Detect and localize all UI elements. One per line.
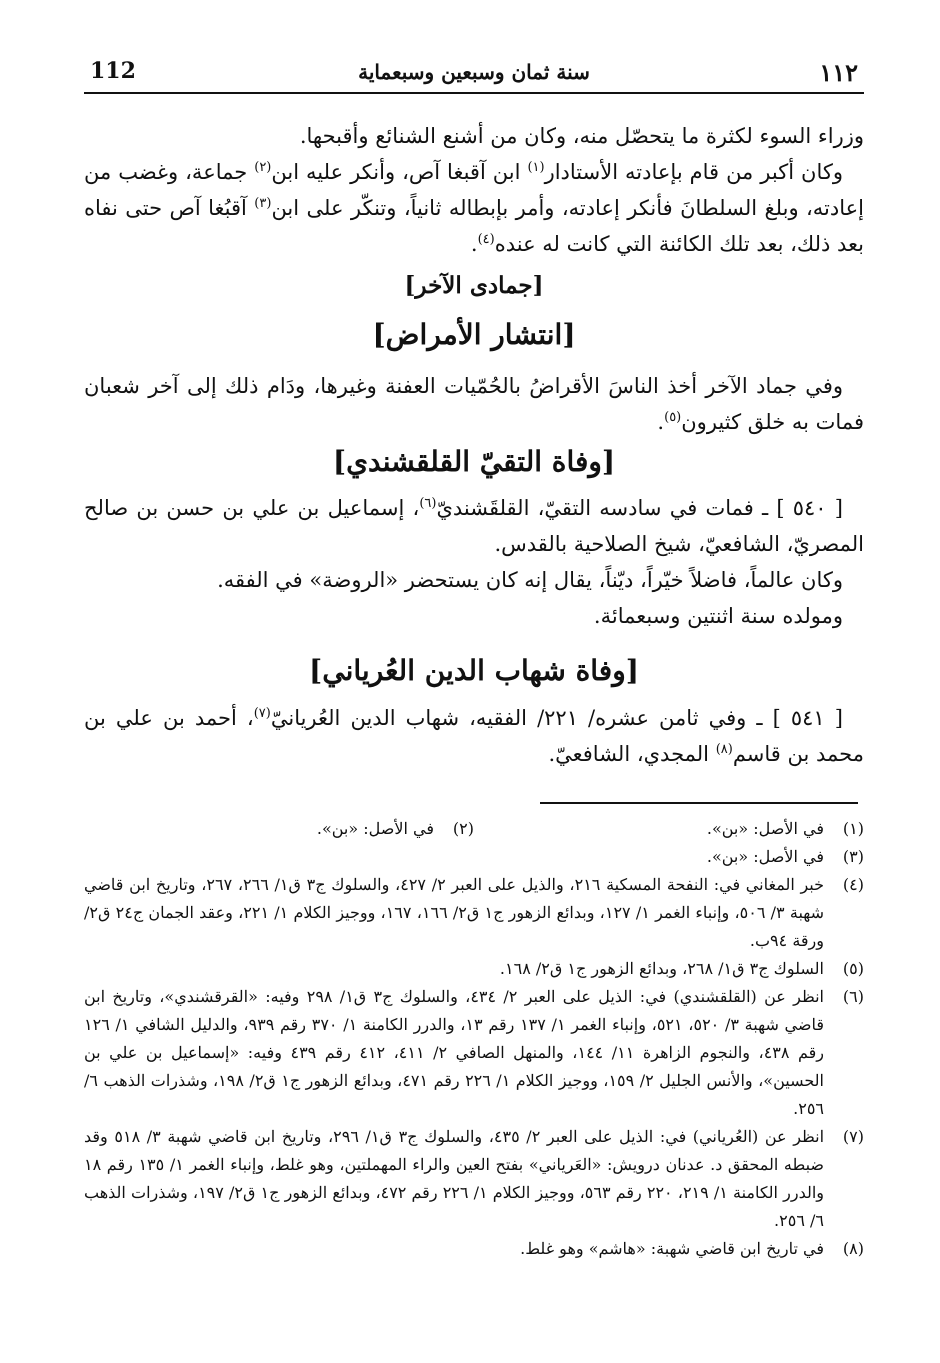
footnote-number: (١) (842, 819, 864, 838)
paragraph (84, 598, 864, 634)
paragraph-text: . (470, 232, 478, 256)
paragraph-text: المجدي، الشافعيّ. (548, 742, 716, 766)
footnote-number: (٦) (842, 987, 864, 1006)
footnote-text: في الأصل: «بن». (316, 819, 434, 838)
paragraph-text: جماعة، وغضب من إعادته، وبلغ السلطانَ فأنكر إعادته، وأمر بإبطاله ثانياً، وتنكّر على ابن (84, 160, 865, 220)
footnote-ref: (١) (527, 160, 545, 175)
footnote-number: (٢) (452, 819, 474, 838)
paragraph (84, 154, 864, 262)
footnote-text: في الأصل: «بن». (706, 819, 824, 838)
footnote-ref: (٥) (664, 410, 682, 425)
paragraph (84, 562, 864, 598)
header-rule (84, 92, 864, 94)
section-heading: [وفاة التقيّ القلقشندي] (332, 445, 616, 478)
footnote (84, 1123, 864, 1235)
paragraph-text: [ ٥٤٠ ] ـ فمات في سادسه التقيّ، القلقَشنديّ (436, 496, 843, 520)
paragraph (84, 490, 864, 562)
body-block-4 (84, 700, 864, 772)
footnote-ref: (٣) (254, 196, 272, 211)
footnote (474, 815, 864, 843)
footnote-ref: (٧) (253, 706, 271, 721)
body-block-3 (84, 490, 864, 634)
footnote (84, 815, 474, 843)
footnote-text: السلوك ج٣ ق١/ ٢٦٨، وبدائع الزهور ج١ ق٢/ ١٦٨. (499, 959, 824, 978)
paragraph-text: [ ٥٤١ ] ـ وفي ثامن عشره/ ٢٢١/ الفقيه، شهاب الدين العُريانيّ (270, 706, 843, 730)
footnote-text: انظر عن (القلقشندي) في: الذيل على العبر ٢/ ٤٣٤، والسلوك ج٣ ق١/ ٢٩٨ وفيه: «القرقشندي»، وتاريخ ابن قاضي شهبة ٣/ ٥٢٠، ٥٢١، وإنباء الغمر ١/ ١٣٧ رقم ١٣، والدرر الكامنة ١/ ٣٧٠ رقم ٩٣٩، والدليل الشافي ١/ ١٢٦ رقم ٤٣٨، والنجوم الزاهرة ١١/ ١٤٤، والمنهل الصافي ٢/ ٤١١، ٤١٢ رقم ٤٣٩ وفيه: «إسماعيل بن علي بن الحسين»، والأنس الجليل ٢/ ١٥٩، ووجيز الكلام ١/ ٢٢٦ رقم ٤٧١، وبدائع الزهور ج١ ق٢/ ١٩٨، وشذرات الذهب ٦/ ٢٥٦. (84, 987, 825, 1118)
footnote (84, 955, 864, 983)
section-heading: [وفاة شهاب الدين العُرياني] (309, 654, 639, 687)
footnote-ref: (٨) (715, 742, 733, 757)
paragraph (84, 368, 864, 440)
footnote (84, 983, 864, 1123)
footnote-number: (٧) (842, 1127, 864, 1146)
footnote-rule (540, 802, 858, 804)
page-number-arabic: ١١٢ (819, 58, 858, 87)
footnote-text: في تاريخ ابن قاضي شهبة: «هاشم» وهو غلط. (520, 1239, 824, 1258)
paragraph-text: ومولده سنة اثنتين وسبعمائة. (593, 604, 843, 628)
body-block-1 (84, 118, 864, 262)
footnote (84, 871, 864, 955)
footnote-ref: (٢) (254, 160, 272, 175)
section-heading: [انتشار الأمراض] (372, 318, 576, 351)
paragraph-text: وزراء السوء لكثرة ما يتحصّل منه، وكان من أشنع الشنائع وأقبحها. (299, 124, 864, 148)
section-heading: [جمادى الآخر] (404, 272, 544, 299)
footnote (84, 1235, 864, 1263)
paragraph-text: ، أحمد بن علي بن محمد بن قاسم (84, 706, 864, 766)
page-header (84, 58, 864, 88)
paragraph-text: وكان أكبر من قام بإعادته الأستادار (544, 160, 843, 184)
footnotes (84, 815, 864, 1263)
paragraph-text: وفي جماد الآخر أخذ الناسَ الأقراضُ بالحُمّيات العفنة وغيرها، ودَام ذلك إلى آخر شعبان فمات به خلق كثيرون (84, 374, 864, 434)
footnote-number: (٤) (842, 875, 864, 894)
footnote-number: (٥) (842, 959, 864, 978)
footnote-ref: (٤) (477, 232, 495, 247)
page-number-latin: 112 (90, 58, 136, 84)
paragraph-text: ابن آقبغا آص، وأنكر عليه ابن (271, 160, 528, 184)
running-title: سنة ثمان وسبعين وسبعماية (358, 60, 590, 84)
paragraph (84, 118, 864, 154)
footnote-number: (٨) (842, 1239, 864, 1258)
footnote-number: (٣) (842, 847, 864, 866)
paragraph (84, 700, 864, 772)
footnote-text: في الأصل: «بن». (706, 847, 824, 866)
paragraph-text: آقبُغا آص حتى نفاه بعد ذلك، بعد تلك الكائنة التي كانت له عنده (84, 196, 864, 256)
footnote-ref: (٦) (419, 496, 437, 511)
footnote-text: خبر المغاني في: النفحة المسكية ٢١٦، والذيل على العبر ٢/ ٤٢٧، والسلوك ج٣ ق١/ ٢٦٦، ٢٦٧، وتاريخ ابن قاضي شهبة ٣/ ٥٠٦، وإنباء الغمر ١/ ١٢٧، وبدائع الزهور ج١ ق٢/ ١٦٦، ١٦٧، ووجيز الكلام ١/ ٢٢١، وعقد الجمان ج٢٤ ق٢/ ورقة ٩٤ب. (84, 875, 825, 950)
footnote-text: انظر عن (العُرياني) في: الذيل على العبر ٢/ ٤٣٥، والسلوك ج٣ ق١/ ٢٩٦، وتاريخ ابن قاضي شهبة ٣/ ٥١٨ وقد ضبطه المحقق د. عدنان درويش: «العَرياني» بفتح العين والراء المهملتين، وهو غلط، وإنباء الغمر ١/ ١٣٥ رقم ١٨ والدرر الكامنة ١/ ٢١٩، ٢٢٠ رقم ٥٦٣، ووجيز الكلام ١/ ٢٢٦ رقم ٤٧٢، وبدائع الزهور ج١ ق٢/ ١٩٧، وشذرات الذهب ٦/ ٢٥٦. (84, 1127, 825, 1230)
footnote (84, 843, 864, 871)
paragraph-text: وكان عالماً، فاضلاً خيّراً، ديّناً، يقال إنه كان يستحضر «الروضة» في الفقه. (217, 568, 843, 592)
footnote-pair (84, 815, 864, 843)
body-block-2 (84, 368, 864, 440)
paragraph-text: . (657, 410, 665, 434)
paragraph-text: ، إسماعيل بن علي بن حسن بن صالح المصريّ، الشافعيّ، شيخ الصلاحية بالقدس. (84, 496, 864, 556)
